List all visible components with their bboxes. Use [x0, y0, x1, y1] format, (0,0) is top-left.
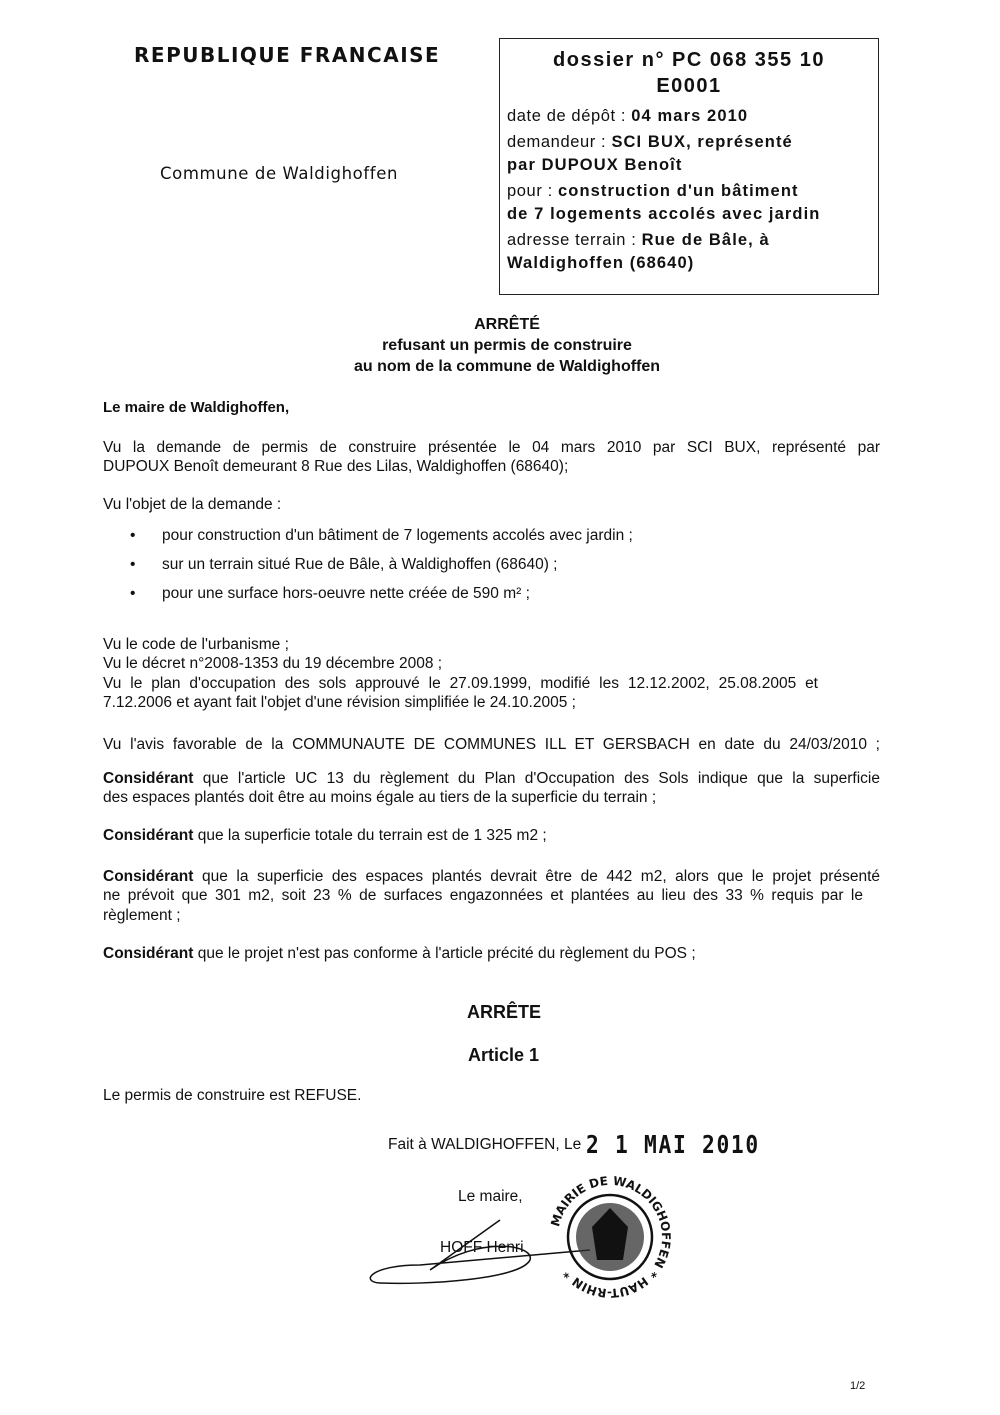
dossier-box [499, 38, 879, 295]
commune-name: Commune de Waldighoffen [160, 164, 399, 183]
maire-role: Le maire, [458, 1188, 523, 1205]
considerant-1: Considérant que l'article UC 13 du règlement du Plan d'Occupation des Sols indique que la superficie des espaces plantés doit être au moins égale au tiers de la superficie du terrain ; [103, 770, 880, 807]
adresse-terrain: adresse terrain : Rue de Bâle, à Waldighoffen (68640) [507, 231, 770, 272]
maire-intro: Le maire de Waldighoffen, [103, 399, 290, 416]
vu-avis: Vu l'avis favorable de la COMMUNAUTE DE COMMUNES ILL ET GERSBACH en date du 24/03/2010 ; [103, 736, 880, 753]
pour: pour : construction d'un bâtiment de 7 logements accolés avec jardin [507, 182, 821, 223]
vu-demande: Vu la demande de permis de construire présentée le 04 mars 2010 par SCI BUX, représenté par DUPOUX Benoît demeurant 8 Rue des Lilas, Waldighoffen (68640); [103, 439, 880, 476]
demandeur: demandeur : SCI BUX, représenté par DUPOUX Benoît [507, 133, 793, 174]
vu-codes: Vu le code de l'urbanisme ; Vu le décret n°2008-1353 du 19 décembre 2008 ; Vu le plan d'occupation des sols approuvé le 27.09.1999, modifié les 12.12.2002, 25.08.2005 et 7.12.2006 et ayant fait l'objet d'une révision simplifiée le 24.10.2005 ; [103, 636, 818, 711]
page-number: 1/2 [850, 1380, 866, 1392]
dossier-number: dossier n° PC 068 355 10 E0001 [553, 49, 825, 97]
fait-a: Fait à WALDIGHOFFEN, Le 2 1 MAI 2010 [388, 1130, 760, 1159]
arrete-heading: ARRÊTE [467, 1002, 542, 1022]
considerant-2: Considérant que la superficie totale du terrain est de 1 325 m2 ; [103, 827, 547, 844]
vu-objet: Vu l'objet de la demande : [103, 496, 282, 513]
depot-date: date de dépôt : 04 mars 2010 [507, 107, 749, 125]
decision: Le permis de construire est REFUSE. [103, 1087, 362, 1104]
article-heading: Article 1 [468, 1045, 540, 1065]
considerant-4: Considérant que le projet n'est pas conforme à l'article précité du règlement du POS ; [103, 945, 696, 962]
svg-text:MAIRIE DE WALDIGHOFFEN * HAUT-: MAIRIE DE WALDIGHOFFEN * HAUT-RHIN * [548, 1173, 674, 1301]
maire-name: HOFF Henri [440, 1239, 524, 1256]
document-title: ARRÊTÉ refusant un permis de construire au nom de la commune de Waldighoffen [353, 316, 661, 375]
considerant-3: Considérant que la superficie des espaces plantés devrait être de 442 m2, alors que le projet présenté ne prévoit que 301 m2, soit 23 % de surfaces engazonnées et plantées au lieu des 33 % requis par le règlement ; [103, 868, 880, 924]
republic-heading: REPUBLIQUE FRANCAISE [134, 43, 441, 67]
mairie-seal-stamp [545, 1172, 675, 1302]
date-stamp: 2 1 MAI 2010 [585, 1130, 760, 1159]
